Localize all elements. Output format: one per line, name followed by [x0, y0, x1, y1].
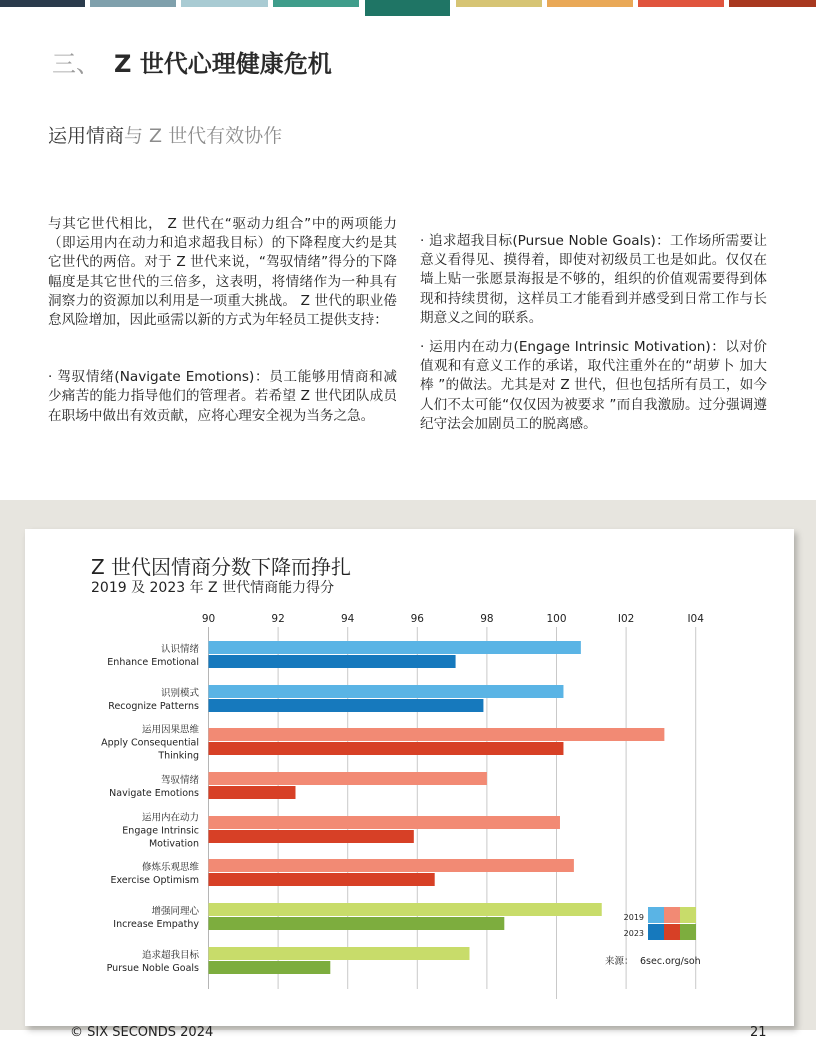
bar-2023: [209, 873, 435, 886]
category-label-en: Navigate Emotions: [109, 788, 199, 799]
chart-title: Z 世代因情商分数下降而挣扎: [91, 555, 352, 579]
bar-2023: [209, 786, 296, 799]
chart-subtitle: 2019 及 2023 年 Z 世代情商能力得分: [91, 580, 335, 596]
color-segment: [0, 0, 85, 7]
page-number: 21: [750, 1025, 767, 1040]
color-segment: [547, 0, 633, 7]
category-label-en: Thinking: [158, 750, 199, 762]
bullet-pursue-noble-goals: · 追求超我目标(Pursue Noble Goals)：工作场所需要让意义看得见、摸得着，即使对初级员工也是如此。仅仅在墙上贴一张愿景海报是不够的，组织的价值观需要得到体现和持续贯彻，这样员工才能看到并感受到日常工作与长期意义之间的联系。: [420, 233, 767, 326]
left-column: [48, 215, 397, 426]
x-tick-label: 100: [546, 613, 567, 625]
subheading: [48, 121, 282, 148]
bullet-engage-intrinsic-motivation: · 运用内在动力(Engage Intrinsic Motivation)：以对价值观和有意义工作的承诺，取代注重外在的“胡萝卜 加大棒 ”的做法。尤其是对 Z 世代，但也包括所有员工，如今人们不太可能“仅仅因为被要求 ”而自我激励。过分强调遵纪守法会加剧员工的脱离感。: [420, 339, 767, 432]
category-label-en: Increase Empathy: [113, 919, 199, 930]
bar-2019: [209, 772, 487, 785]
legend-swatch-2023: [648, 924, 664, 940]
x-tick-label: I04: [687, 613, 704, 625]
color-segment: [365, 0, 450, 16]
right-column: [420, 232, 767, 434]
category-label-zh: 增强同理心: [151, 906, 199, 917]
chart-card: [25, 529, 794, 1026]
bar-2023: [209, 961, 331, 974]
category-label-en: Recognize Patterns: [108, 701, 199, 712]
legend-swatch-2019: [664, 907, 680, 923]
category-label-zh: 追求超我目标: [141, 950, 199, 961]
legend-swatch-2023: [680, 924, 696, 940]
bar-2019: [209, 816, 560, 829]
section-title: Z 世代心理健康危机: [114, 50, 332, 78]
legend-swatch-2023: [664, 924, 680, 940]
x-tick-label: I02: [617, 613, 635, 625]
x-tick-label: 98: [480, 613, 494, 625]
bar-2023: [209, 917, 505, 930]
legend-label-2019: 2019: [623, 913, 644, 922]
category-label-zh: 运用因果思维: [141, 724, 199, 736]
top-color-bar: [0, 0, 816, 16]
color-segment: [638, 0, 724, 7]
category-label-zh: 修炼乐观思维: [141, 862, 199, 873]
bar-2019: [209, 728, 665, 741]
bar-2023: [209, 699, 484, 712]
category-label-en: Exercise Optimism: [110, 875, 199, 886]
category-label-zh: 识别模式: [160, 688, 199, 699]
category-label-zh: 认识情绪: [160, 644, 199, 655]
category-label-en: Pursue Noble Goals: [106, 963, 199, 974]
subheading-light: 与 Z 世代有效协作: [124, 125, 283, 147]
color-segment: [90, 0, 176, 7]
bar-chart: [25, 529, 794, 1026]
legend-swatch-2019: [648, 907, 664, 923]
bullet-navigate-emotions: · 驾驭情绪(Navigate Emotions)：员工能够用情商和减少痛苦的能力指导他们的管理者。若希望 Z 世代团队成员在职场中做出有效贡献，应将心理安全视为当务之急。: [48, 369, 397, 424]
color-segment: [729, 0, 816, 7]
bar-2019: [209, 903, 602, 916]
color-segment: [273, 0, 359, 7]
category-label-en: Enhance Emotional: [107, 657, 199, 668]
bar-2019: [209, 947, 470, 960]
bar-2023: [209, 830, 414, 843]
x-tick-label: 90: [201, 613, 216, 625]
source-label: 来源：: [605, 956, 634, 967]
section-number: 三、: [52, 50, 100, 78]
category-label-zh: 运用内在动力: [141, 812, 199, 824]
intro-paragraph: 与其它世代相比， Z 世代在“驱动力组合”中的两项能力（即运用内在动力和追求超我目标）的下降程度大约是其它世代的两倍。对于 Z 世代来说，“驾驭情绪”得分的下降幅度是其它世代的三倍多，这表明，将情绪作为一种具有洞察力的资源加以利用是一项重大挑战。 Z 世代的职业倦怠风险增加，因此亟需以新的方式为年轻员工提供支持：: [48, 216, 397, 329]
bar-2019: [209, 685, 564, 698]
bar-2023: [209, 742, 564, 755]
bar-2023: [209, 655, 456, 668]
legend-label-2023: 2023: [623, 929, 644, 938]
source-url: 6sec.org/soh: [640, 956, 701, 967]
category-label-zh: 驾驭情绪: [160, 775, 199, 786]
bar-2019: [209, 859, 574, 872]
category-label-en: Engage Intrinsic: [122, 825, 199, 837]
x-tick-label: 96: [410, 613, 424, 625]
subheading-strong: 运用情商: [48, 125, 125, 147]
category-label-en: Apply Consequential: [101, 737, 199, 749]
bar-2019: [209, 641, 581, 654]
x-tick-label: 92: [271, 613, 285, 625]
legend-swatch-2019: [680, 907, 696, 923]
x-tick-label: 94: [341, 613, 355, 625]
category-label-en: Motivation: [148, 838, 199, 850]
color-segment: [181, 0, 268, 7]
color-segment: [456, 0, 542, 7]
section-heading: [52, 44, 332, 79]
footer-copyright: © SIX SECONDS 2024: [70, 1025, 214, 1040]
